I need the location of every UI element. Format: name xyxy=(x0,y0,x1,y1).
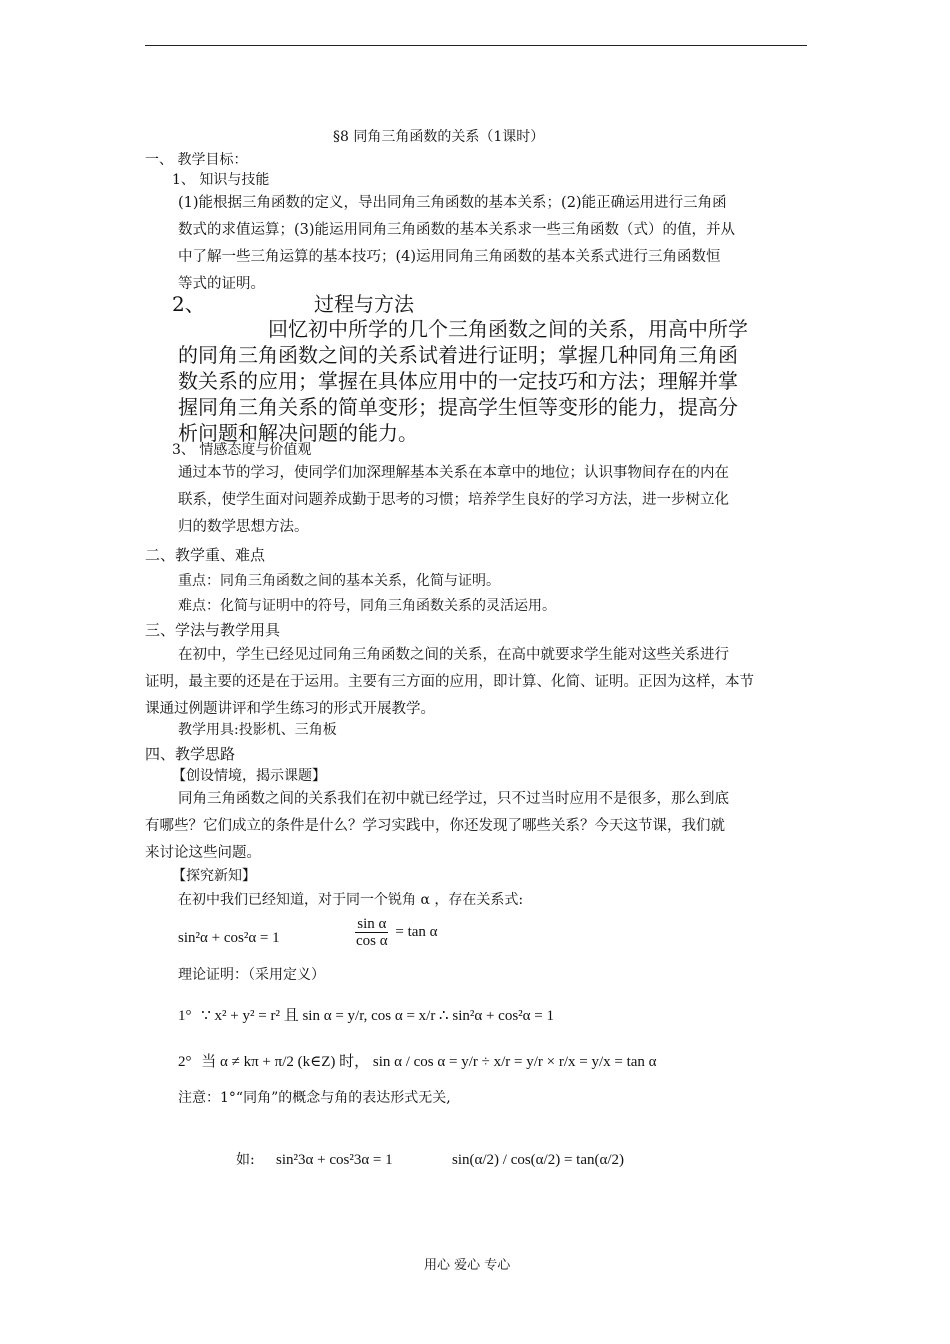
text-line: 数关系的应用；掌握在具体应用中的一定技巧和方法；理解并掌 xyxy=(178,369,738,393)
process-paragraph xyxy=(178,316,818,446)
text-line: 数式的求值运算；(3)能运用同角三角函数的基本关系求一些三角函数（式）的值，并从 xyxy=(178,222,736,238)
identity-pythagorean: sin²α + cos²α = 1 xyxy=(178,930,280,946)
subsection-process-num: 2、 xyxy=(172,292,205,316)
scene-paragraph xyxy=(145,786,815,867)
footer-text: 用心 爱心 专心 xyxy=(424,1258,511,1273)
step-label: 1° xyxy=(178,1008,192,1024)
text-line: 通过本节的学习，使同学们加深理解基本关系在本章中的地位；认识事物间存在的内在 xyxy=(178,465,729,481)
section4-heading: 四、教学思路 xyxy=(145,745,236,763)
text-line: 析问题和解决问题的能力。 xyxy=(178,421,418,445)
proof-step-2 xyxy=(178,1050,657,1071)
method-paragraph xyxy=(145,642,815,723)
proof-expression: 当 α ≠ kπ + π/2 (k∈Z) 时， sin α / cos α = y/r ÷ x/r = y/r × r/x = y/x = tan α xyxy=(201,1054,657,1070)
proof-step-1 xyxy=(178,1004,554,1025)
knowledge-paragraph xyxy=(178,190,818,298)
proof-heading: 理论证明：（采用定义） xyxy=(178,967,325,983)
text-line: 证明，最主要的还是在于运用。主要有三方面的应用，即计算、化简、证明。正因为这样，本节 xyxy=(145,674,754,690)
section1-heading: 一、 教学目标： xyxy=(145,152,248,168)
fraction-rhs: = tan α xyxy=(395,923,438,940)
fraction-denominator: cos α xyxy=(356,933,388,949)
text-line: 有哪些？它们成立的条件是什么？学习实践中，你还发现了哪些关系？今天这节课，我们就 xyxy=(145,818,725,834)
identity-quotient xyxy=(352,916,438,949)
key-point: 重点：同角三角函数之间的基本关系，化简与证明。 xyxy=(178,573,500,589)
subsection-attitude: 3、 情感态度与价值观 xyxy=(172,442,312,458)
explore-intro: 在初中我们已经知道，对于同一个锐角 α ，存在关系式: xyxy=(178,892,524,908)
text-line: 回忆初中所学的几个三角函数之间的关系，用高中所学 xyxy=(268,317,748,341)
difficult-point: 难点：化简与证明中的符号，同角三角函数关系的灵活运用。 xyxy=(178,598,556,614)
explore-heading: 【探究新知】 xyxy=(172,868,256,884)
teaching-tools: 教学用具:投影机、三角板 xyxy=(178,722,337,738)
header-rule xyxy=(145,45,807,46)
text-line: 同角三角函数之间的关系我们在初中就已经学过，只不过当时应用不是很多，那么到底 xyxy=(178,791,729,807)
text-line: 等式的证明。 xyxy=(178,276,265,292)
example-identity-2: sin(α/2) / cos(α/2) = tan(α/2) xyxy=(452,1152,625,1168)
step-label: 2° xyxy=(178,1054,192,1070)
text-line: 联系，使学生面对问题养成勤于思考的习惯；培养学生良好的学习方法，进一步树立化 xyxy=(178,492,729,508)
scene-heading: 【创设情境，揭示课题】 xyxy=(172,768,326,784)
text-line: 握同角三角关系的简单变形；提高学生恒等变形的能力，提高分 xyxy=(178,395,738,419)
text-line: (1)能根据三角函数的定义，导出同角三角函数的基本关系；(2)能正确运用进行三角函 xyxy=(178,195,727,211)
doc-title: §8 同角三角函数的关系（1课时） xyxy=(333,129,545,145)
note-text: 注意：1°“同角”的概念与角的表达形式无关, xyxy=(178,1090,451,1106)
text-line: 中了解一些三角运算的基本技巧；(4)运用同角三角函数的基本关系式进行三角函数恒 xyxy=(178,249,721,265)
example-label: 如: xyxy=(236,1152,255,1168)
fraction-numerator: sin α xyxy=(357,916,387,932)
subsection-knowledge: 1、 知识与技能 xyxy=(172,172,270,188)
text-line: 归的数学思想方法。 xyxy=(178,519,309,535)
text-line: 在初中，学生已经见过同角三角函数之间的关系，在高中就要求学生能对这些关系进行 xyxy=(178,647,729,663)
section3-heading: 三、学法与教学用具 xyxy=(145,621,281,639)
text-line: 来讨论这些问题。 xyxy=(145,845,261,861)
text-line: 的同角三角函数之间的关系试着进行证明；掌握几种同角三角函 xyxy=(178,343,738,367)
attitude-paragraph xyxy=(178,460,818,541)
example-identity-1: sin²3α + cos²3α = 1 xyxy=(276,1152,393,1168)
proof-expression: ∵ x² + y² = r² 且 sin α = y/r, cos α = x/r ∴ sin²α + cos²α = 1 xyxy=(201,1008,554,1024)
section2-heading: 二、教学重、难点 xyxy=(145,546,266,564)
subsection-process-title: 过程与方法 xyxy=(314,292,414,316)
text-line: 课通过例题讲评和学生练习的形式开展教学。 xyxy=(145,701,435,717)
